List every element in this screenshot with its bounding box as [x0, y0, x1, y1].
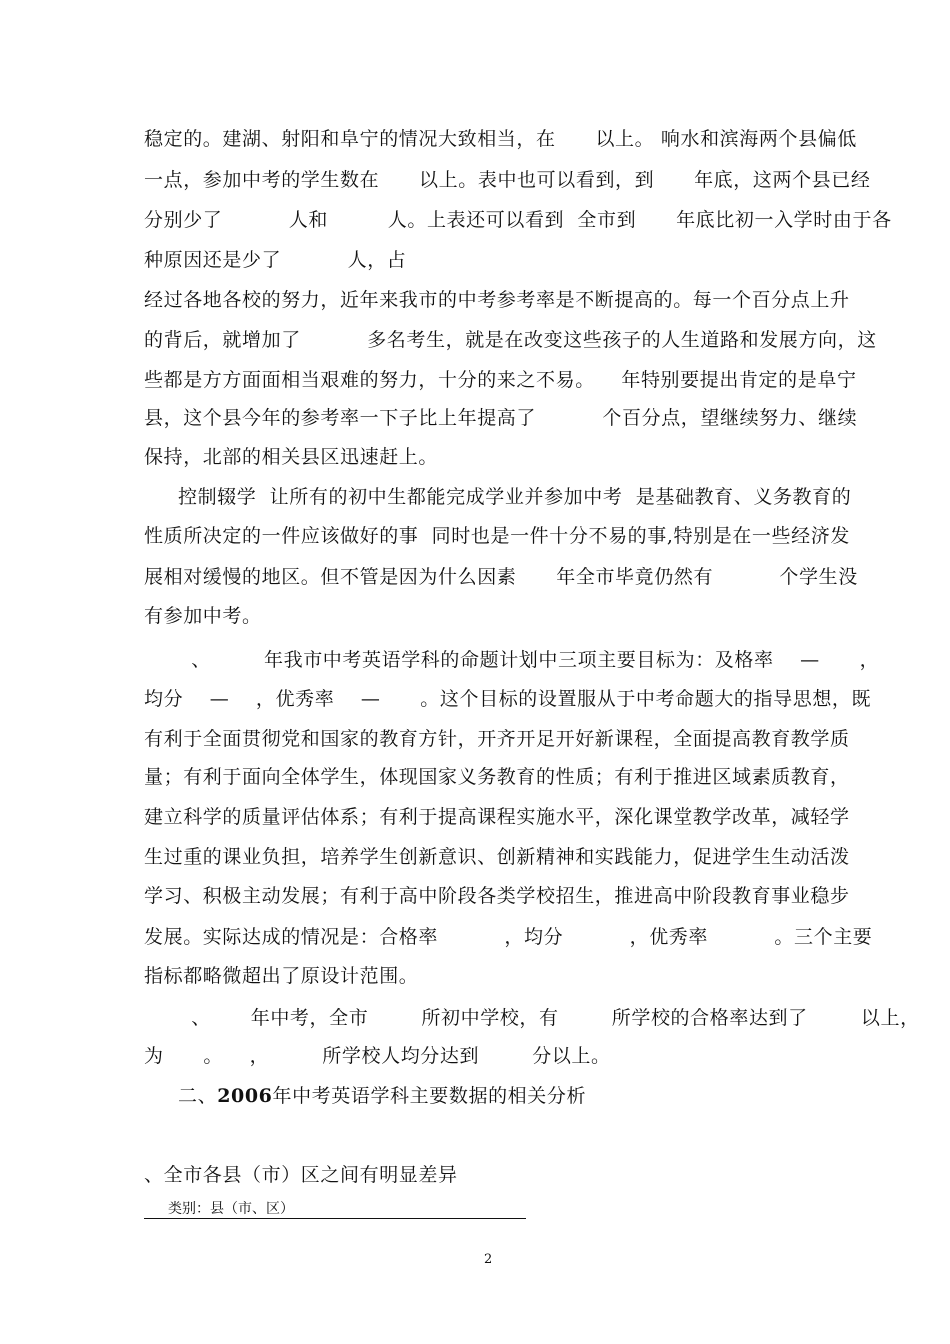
- text-line: 均分 — ，优秀率 — 。这个目标的设置服从于中考命题大的指导思想，既: [144, 688, 872, 710]
- text-line: 学习、积极主动发展；有利于高中阶段各类学校招生，推进高中阶段教育事业稳步: [144, 885, 850, 907]
- text-line: 一点，参加中考的学生数在 以上。表中也可以看到，到 年底，这两个县已经: [144, 169, 871, 191]
- section-heading-prefix: 二、: [178, 1085, 218, 1107]
- text-line: 分别少了 人和 人。上表还可以看到 全市到 年底比初一入学时由于各: [144, 209, 892, 231]
- text-line: 些都是方方面面相当艰难的努力，十分的来之不易。 年特别要提出肯定的是阜宁: [144, 369, 857, 391]
- text-line: 为 。 ， 所学校人均分达到 分以上。: [144, 1045, 611, 1067]
- text-line: 性质所决定的一件应该做好的事 同时也是一件十分不易的事,特别是在一些经济发: [144, 525, 850, 547]
- text-line: 发展。实际达成的情况是：合格率 ，均分 ，优秀率 。三个主要: [144, 926, 873, 948]
- text-line: 有利于全面贯彻党和国家的教育方针，开齐开足开好新课程，全面提高教育教学质: [144, 728, 850, 750]
- text-line: 有参加中考。: [144, 605, 262, 627]
- text-line: 展相对缓慢的地区。但不管是因为什么因素 年全市毕竟仍然有 个学生没: [144, 566, 858, 588]
- text-line: 稳定的。建湖、射阳和阜宁的情况大致相当，在 以上。 响水和滨海两个县偏低: [144, 128, 857, 150]
- subheading: 、全市各县（市）区之间有明显差异: [144, 1164, 458, 1186]
- paragraph-start-line: 、 年我市中考英语学科的命题计划中三项主要目标为：及格率 — ，: [178, 649, 880, 671]
- text-line: 县，这个县今年的参考率一下子比上年提高了 个百分点，望继续努力、继续: [144, 407, 858, 429]
- table-caption: 类别：县（市、区）: [168, 1201, 294, 1217]
- table-top-rule: [144, 1218, 526, 1219]
- paragraph-start-line: 控制辍学 让所有的初中生都能完成学业并参加中考 是基础教育、义务教育的: [178, 486, 852, 508]
- text-line: 量；有利于面向全体学生，体现国家义务教育的性质；有利于推进区域素质教育，: [144, 766, 850, 788]
- section-heading-title: 年中考英语学科主要数据的相关分析: [272, 1085, 587, 1107]
- text-line: 的背后，就增加了 多名考生，就是在改变这些孩子的人生道路和发展方向，这: [144, 329, 877, 351]
- text-line: 经过各地各校的努力，近年来我市的中考参考率是不断提高的。每一个百分点上升: [144, 289, 850, 311]
- section-heading: [178, 1084, 586, 1108]
- text-line: 指标都略微超出了原设计范围。: [144, 965, 419, 987]
- text-line: 保持，北部的相关县区迅速赶上。: [144, 446, 439, 468]
- text-line: 生过重的课业负担，培养学生创新意识、创新精神和实践能力，促进学生生动活泼: [144, 846, 850, 868]
- text-line: 种原因还是少了 人，占: [144, 249, 407, 271]
- paragraph-start-line: 、 年中考，全市 所初中学校，有 所学校的合格率达到了 以上，: [178, 1007, 920, 1029]
- text-line: 建立科学的质量评估体系；有利于提高课程实施水平，深化课堂教学改革，减轻学: [144, 806, 850, 828]
- page-number: 2: [484, 1252, 493, 1267]
- section-heading-year: 2006: [217, 1085, 273, 1107]
